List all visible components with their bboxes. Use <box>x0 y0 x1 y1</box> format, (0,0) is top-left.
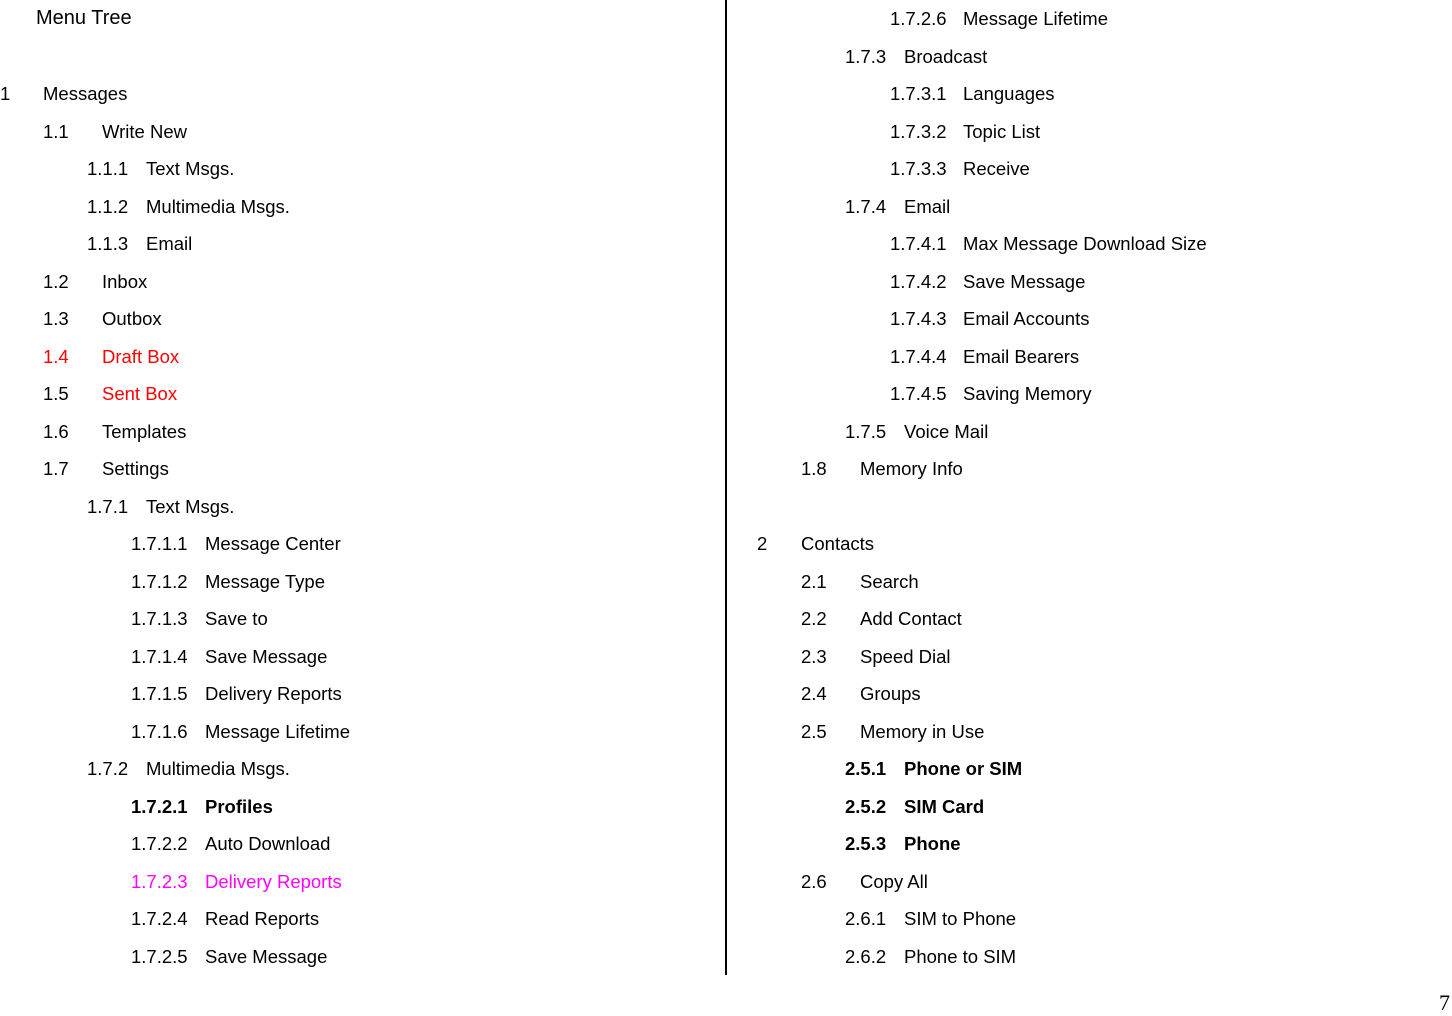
menu-item-number: 1.7 <box>43 458 69 479</box>
menu-item-label: Save Message <box>205 645 328 667</box>
menu-item-number: 1.7.4.5 <box>890 383 947 404</box>
menu-item-number: 1.7.1.3 <box>131 608 188 629</box>
menu-item-label: Outbox <box>102 308 162 329</box>
menu-item-number: 1.7.2.5 <box>131 945 188 967</box>
menu-item-label: Topic List <box>963 120 1041 142</box>
menu-item-label: Broadcast <box>904 45 988 67</box>
menu-item-number: 1.7.1.4 <box>131 645 188 667</box>
menu-item-number: 1.7.5 <box>845 420 887 442</box>
menu-item-number: 1.7.3 <box>845 45 887 67</box>
menu-item-number: 2.6.2 <box>845 945 887 967</box>
menu-item-label: SIM to Phone <box>904 908 1017 929</box>
menu-item-label: Email Bearers <box>963 345 1080 367</box>
menu-item-number: 2.6.1 <box>845 908 887 929</box>
menu-item-label: Message Lifetime <box>963 8 1108 29</box>
menu-item-label: Languages <box>963 83 1055 104</box>
menu-item-label: SIM Card <box>904 795 985 817</box>
menu-item-label: Multimedia Msgs. <box>146 195 290 217</box>
menu-item-number: 1.1 <box>43 120 69 142</box>
menu-item-label: Max Message Download Size <box>963 233 1207 254</box>
menu-item-label: Phone <box>904 833 961 854</box>
menu-item-number: 1.7.4.1 <box>890 233 947 254</box>
menu-item-label: Text Msgs. <box>146 158 235 179</box>
menu-item-label: Delivery Reports <box>205 870 342 892</box>
menu-item-number: 1.4 <box>43 345 69 367</box>
menu-item-number: 1.7.4.2 <box>890 270 947 292</box>
menu-item-number: 1.7.3.3 <box>890 158 947 179</box>
menu-item-label: Save Message <box>205 945 328 967</box>
menu-item-number: 1.7.3.1 <box>890 83 947 104</box>
menu-item-number: 1.1.1 <box>87 158 129 179</box>
menu-item-label: Phone or SIM <box>904 758 1023 779</box>
menu-item-number: 2 <box>757 533 768 554</box>
page-number: 7 <box>1439 990 1450 1015</box>
menu-item-number: 1.7.4.4 <box>890 345 947 367</box>
menu-item-number: 1.7.1.6 <box>131 720 188 742</box>
menu-item-label: Saving Memory <box>963 383 1092 404</box>
menu-item-label: Multimedia Msgs. <box>146 758 290 779</box>
menu-item-number: 1.2 <box>43 270 69 292</box>
menu-item-label: Copy All <box>860 870 928 892</box>
menu-item-label: Groups <box>860 683 921 704</box>
menu-item-label: Voice Mail <box>904 420 989 442</box>
menu-item-number: 1.7.1.1 <box>131 533 188 554</box>
menu-item-number: 1.7.2 <box>87 758 129 779</box>
menu-item-number: 1.7.2.3 <box>131 870 188 892</box>
menu-item-number: 1.7.1 <box>87 495 129 517</box>
menu-item-label: Profiles <box>205 795 273 817</box>
menu-item-label: Phone to SIM <box>904 945 1017 967</box>
menu-item-number: 1.7.4 <box>845 195 887 217</box>
menu-item-label: Memory in Use <box>860 720 985 742</box>
menu-item-number: 2.5.3 <box>845 833 887 854</box>
column-divider <box>725 0 727 975</box>
menu-item-number: 2.1 <box>801 570 827 592</box>
menu-item-number: 1.7.2.6 <box>890 8 947 29</box>
menu-item-number: 2.4 <box>801 683 827 704</box>
menu-item-label: Sent Box <box>102 383 178 404</box>
menu-item-label: Templates <box>102 420 187 442</box>
menu-item-number: 1 <box>0 83 11 104</box>
menu-item-label: Delivery Reports <box>205 683 342 704</box>
menu-item-label: Message Lifetime <box>205 720 350 742</box>
menu-item-label: Settings <box>102 458 169 479</box>
menu-item-label: Save to <box>205 608 268 629</box>
menu-item-number: 1.1.3 <box>87 233 129 254</box>
menu-item-label: Messages <box>43 83 128 104</box>
menu-item-number: 2.5.1 <box>845 758 887 779</box>
menu-item-label: Save Message <box>963 270 1086 292</box>
menu-item-label: Auto Download <box>205 833 331 854</box>
menu-item-number: 1.7.2.2 <box>131 833 188 854</box>
menu-item-label: Write New <box>102 120 187 142</box>
menu-item-label: Add Contact <box>860 608 962 629</box>
menu-item-number: 2.3 <box>801 645 827 667</box>
menu-item-number: 1.5 <box>43 383 69 404</box>
menu-item-label: Inbox <box>102 270 148 292</box>
menu-item-number: 1.7.2.1 <box>131 795 188 817</box>
menu-item-number: 1.8 <box>801 458 827 479</box>
menu-item-number: 2.5 <box>801 720 827 742</box>
menu-item-number: 1.1.2 <box>87 195 129 217</box>
menu-item-label: Speed Dial <box>860 645 951 667</box>
menu-item-label: Contacts <box>801 533 875 554</box>
menu-item-label: Memory Info <box>860 458 963 479</box>
menu-item-label: Email <box>146 233 193 254</box>
menu-item-label: Text Msgs. <box>146 495 235 517</box>
menu-item-label: Email <box>904 195 951 217</box>
menu-item-number: 2.2 <box>801 608 827 629</box>
menu-item-number: 1.7.2.4 <box>131 908 188 929</box>
menu-item-number: 2.5.2 <box>845 795 887 817</box>
menu-item-label: Search <box>860 570 919 592</box>
page-title: Menu Tree <box>36 7 132 29</box>
menu-item-label: Message Type <box>205 570 325 592</box>
menu-item-label: Receive <box>963 158 1030 179</box>
menu-item-number: 1.6 <box>43 420 69 442</box>
menu-item-label: Draft Box <box>102 345 180 367</box>
menu-item-label: Message Center <box>205 533 341 554</box>
menu-item-number: 1.7.3.2 <box>890 120 947 142</box>
menu-item-number: 2.6 <box>801 870 827 892</box>
menu-item-number: 1.3 <box>43 308 69 329</box>
menu-item-number: 1.7.1.2 <box>131 570 188 592</box>
menu-item-number: 1.7.4.3 <box>890 308 947 329</box>
menu-item-label: Read Reports <box>205 908 320 929</box>
menu-item-number: 1.7.1.5 <box>131 683 188 704</box>
menu-item-label: Email Accounts <box>963 308 1090 329</box>
